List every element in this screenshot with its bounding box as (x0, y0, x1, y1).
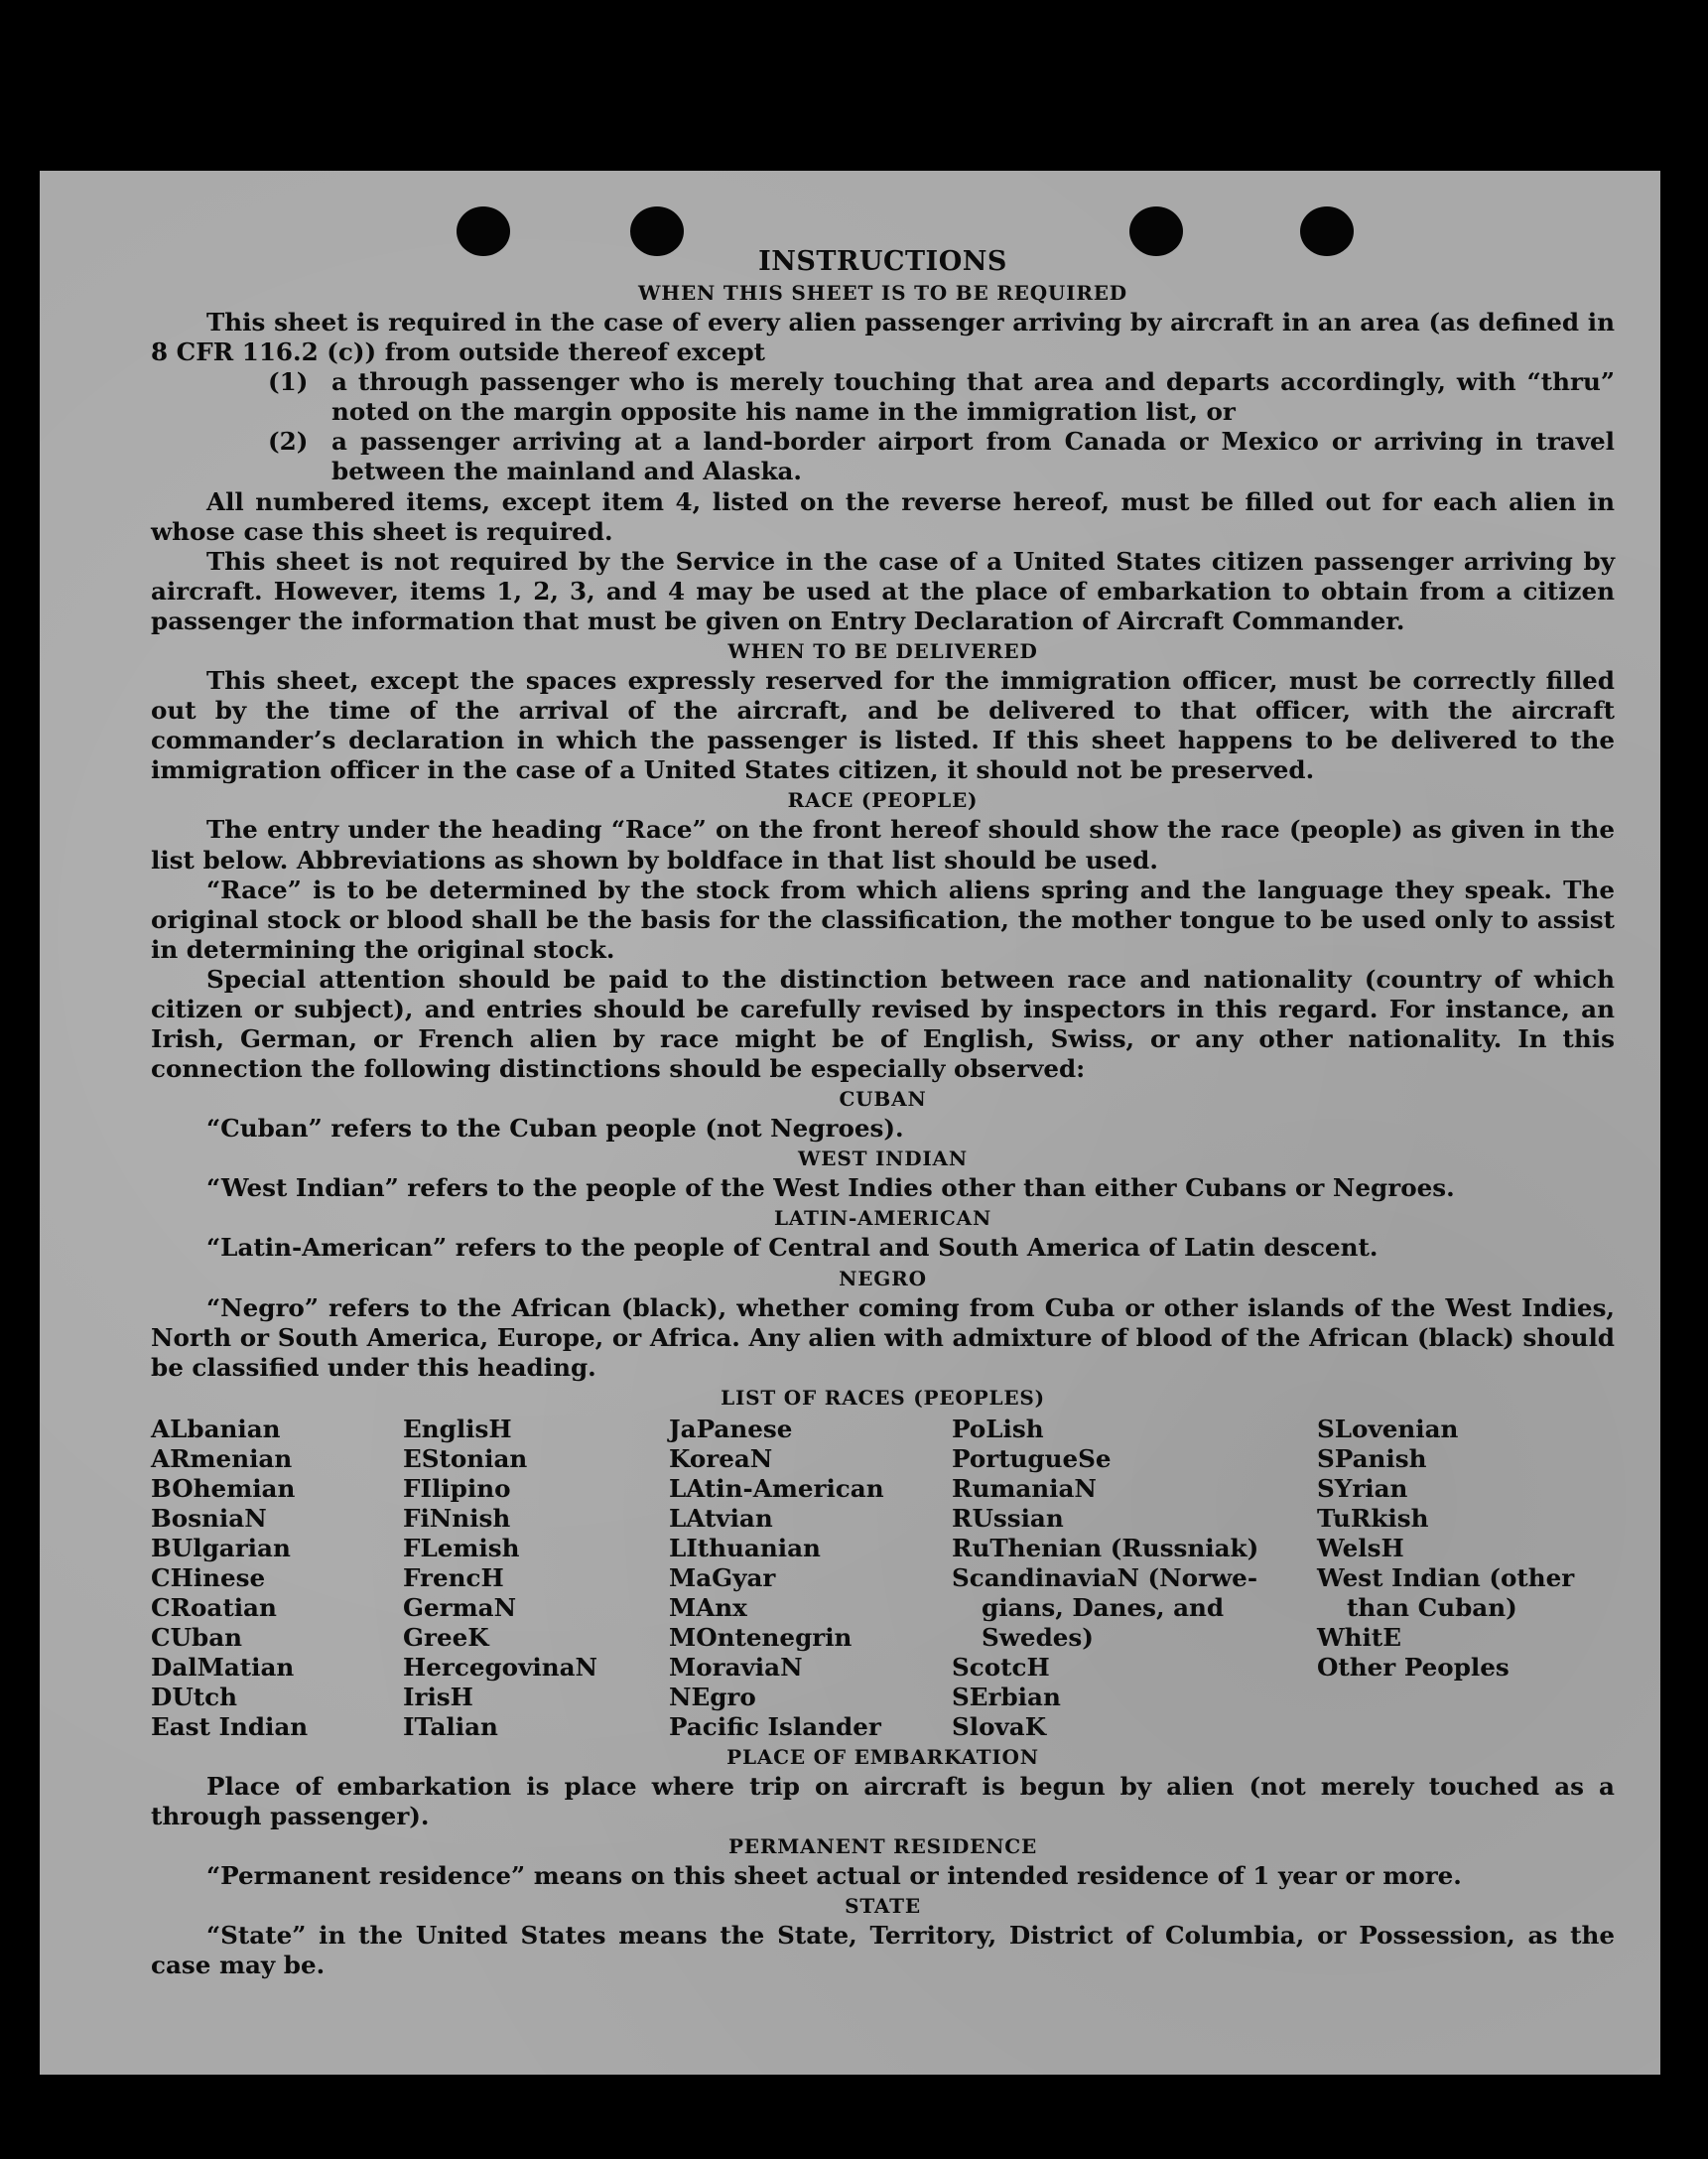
paragraph: All numbered items, except item 4, listed on the reverse hereof, must be filled out for each alien in whose case this sheet is required. (151, 486, 1615, 546)
paragraph: “Negro” refers to the African (black), whether coming from Cuba or other islands of the West Indies, North or South America, Europe, or Africa. Any alien with admixture of blood of the African (black) should be classified under this heading. (151, 1292, 1615, 1382)
section-heading-list-of-races: LIST OF RACES (PEOPLES) (721, 1385, 1045, 1410)
paragraph: Place of embarkation is place where trip on aircraft is begun by alien (not merely touched as a through passenger). (151, 1771, 1615, 1830)
race-entry: DalMatian (151, 1652, 295, 1682)
section-heading-embarkation: PLACE OF EMBARKATION (726, 1744, 1039, 1769)
race-entry: LAtin-American (669, 1473, 884, 1503)
section-heading-permanent-residence: PERMANENT RESIDENCE (727, 1834, 1038, 1858)
race-entry: BOhemian (151, 1473, 296, 1503)
race-entry: DUtch (151, 1682, 237, 1711)
paragraph: “Race” is to be determined by the stock from which aliens spring and the language they speak. The original stock or blood shall be the basis for the classification, the mother tongue to be used only to assist in determining the original stock. (151, 875, 1615, 964)
race-entry: ITalian (403, 1711, 498, 1741)
race-entry: ScotcH (952, 1652, 1050, 1682)
race-entry: SLovenian (1317, 1414, 1459, 1443)
paragraph: This sheet is not required by the Service in the case of a United States citizen passenger arriving by aircraft. However, items 1, 2, 3, and 4 may be used at the place of embarkation to obtain from a citizen passenger the information that must be given on Entry Declaration of Aircraft Commander. (151, 546, 1615, 635)
section-heading-negro: NEGRO (839, 1266, 927, 1290)
race-entry: GreeK (403, 1622, 489, 1652)
section-heading-race: RACE (PEOPLE) (787, 788, 979, 813)
race-entry: SErbian (952, 1682, 1061, 1711)
race-entry: West Indian (other (1317, 1562, 1575, 1592)
section-heading-state: STATE (845, 1894, 921, 1919)
item-number: (2) (268, 427, 309, 457)
race-entry: ARmenian (151, 1443, 293, 1473)
race-entry: MaGyar (669, 1562, 776, 1592)
paragraph: This sheet, except the spaces expressly reserved for the immigration officer, must be correctly filled out by the time of the arrival of the aircraft, and be delivered to that officer, with the aircraft commander’s declaration in which the passenger is listed. If this sheet happens to be delivered to the immigration officer in the case of a United States citizen, it should not be preserved. (151, 666, 1615, 785)
race-entry: CHinese (151, 1562, 266, 1592)
race-entry: NEgro (669, 1682, 756, 1711)
race-entry: IrisH (403, 1682, 473, 1711)
race-entry: FLemish (403, 1533, 520, 1562)
item-text: a passenger arriving at a land-border airport from Canada or Mexico or arriving in travel between the mainland and Alaska. (331, 427, 1615, 486)
section-heading-when-required: WHEN THIS SHEET IS TO BE REQUIRED (638, 281, 1127, 305)
section-heading-latin-american: LATIN-AMERICAN (773, 1206, 992, 1231)
section-heading-cuban: CUBAN (839, 1087, 927, 1112)
race-entry: ALbanian (151, 1414, 281, 1443)
item-text: a through passenger who is merely touching that area and departs accordingly, with “thru” noted on the margin opposite his name in the immigration list, or (331, 367, 1615, 427)
race-entry: ScandinaviaN (Norwe- (952, 1562, 1258, 1592)
paragraph: This sheet is required in the case of every alien passenger arriving by aircraft in an area (as defined in 8 CFR 116.2 (c)) from outside thereof except (151, 308, 1615, 367)
race-column (403, 1415, 669, 1742)
race-entry: LIthuanian (669, 1533, 821, 1562)
race-entry: MAnx (669, 1592, 747, 1622)
race-entry: CRoatian (151, 1592, 277, 1622)
race-entry: RumaniaN (952, 1473, 1097, 1503)
race-entry: PoLish (952, 1414, 1044, 1443)
paragraph: “Latin-American” refers to the people of Central and South America of Latin descent. (206, 1233, 1379, 1263)
item-number: (1) (268, 367, 309, 397)
race-entry: FIlipino (403, 1473, 511, 1503)
race-list (151, 1415, 1615, 1742)
race-entry: FrencH (403, 1562, 504, 1592)
paragraph: The entry under the heading “Race” on the front hereof should show the race (people) as given in the list below. Abbreviations as shown by boldface in that list should be used. (151, 815, 1615, 875)
race-entry: SPanish (1317, 1443, 1427, 1473)
race-entry: EnglisH (403, 1414, 512, 1443)
race-entry: GermaN (403, 1592, 517, 1622)
race-column (151, 1415, 403, 1742)
race-entry: Other Peoples (1317, 1652, 1510, 1682)
race-entry-continued: than Cuban) (1347, 1592, 1517, 1622)
race-entry: JaPanese (669, 1414, 793, 1443)
race-entry: EStonian (403, 1443, 528, 1473)
race-entry: LAtvian (669, 1503, 773, 1533)
page-title: INSTRUCTIONS (758, 246, 1007, 277)
paragraph: “Permanent residence” means on this sheet actual or intended residence of 1 year or more. (206, 1861, 1462, 1890)
race-entry: RUssian (952, 1503, 1064, 1533)
paragraph: “Cuban” refers to the Cuban people (not Negroes). (206, 1114, 904, 1144)
race-entry: MOntenegrin (669, 1622, 853, 1652)
race-entry: FiNnish (403, 1503, 511, 1533)
section-heading-when-delivered: WHEN TO BE DELIVERED (727, 639, 1038, 664)
exception-item (151, 367, 1615, 427)
race-entry: BUlgarian (151, 1533, 291, 1562)
paragraph: “West Indian” refers to the people of the West Indies other than either Cubans or Negroes. (206, 1173, 1455, 1203)
section-heading-west-indian: WEST INDIAN (798, 1147, 968, 1171)
race-entry: KoreaN (669, 1443, 773, 1473)
race-column (952, 1415, 1317, 1742)
race-entry: East Indian (151, 1711, 309, 1741)
race-entry: WelsH (1317, 1533, 1404, 1562)
race-entry: HercegovinaN (403, 1652, 597, 1682)
exception-item (151, 427, 1615, 486)
race-entry: PortugueSe (952, 1443, 1112, 1473)
instructions-content (151, 246, 1615, 1980)
race-entry-continued: gians, Danes, and (982, 1592, 1225, 1622)
race-entry: SlovaK (952, 1711, 1047, 1741)
race-entry: MoraviaN (669, 1652, 803, 1682)
race-entry: BosniaN (151, 1503, 267, 1533)
race-entry: CUban (151, 1622, 243, 1652)
race-column (669, 1415, 952, 1742)
paragraph: “State” in the United States means the State, Territory, District of Columbia, or Possession, as the case may be. (151, 1921, 1615, 1980)
race-entry-continued: Swedes) (982, 1622, 1094, 1652)
race-entry: SYrian (1317, 1473, 1408, 1503)
race-entry: TuRkish (1317, 1503, 1429, 1533)
race-entry: WhitE (1317, 1622, 1401, 1652)
race-entry: RuThenian (Russniak) (952, 1533, 1259, 1562)
race-entry: Pacific Islander (669, 1711, 881, 1741)
race-column (1317, 1415, 1605, 1742)
document-sheet (40, 171, 1660, 2075)
paragraph: Special attention should be paid to the distinction between race and nationality (country of which citizen or subject), and entries should be carefully revised by inspectors in this regard. For instance, an Irish, German, or French alien by race might be of English, Swiss, or any other nationality. In this connection the following distinctions should be especially observed: (151, 964, 1615, 1084)
